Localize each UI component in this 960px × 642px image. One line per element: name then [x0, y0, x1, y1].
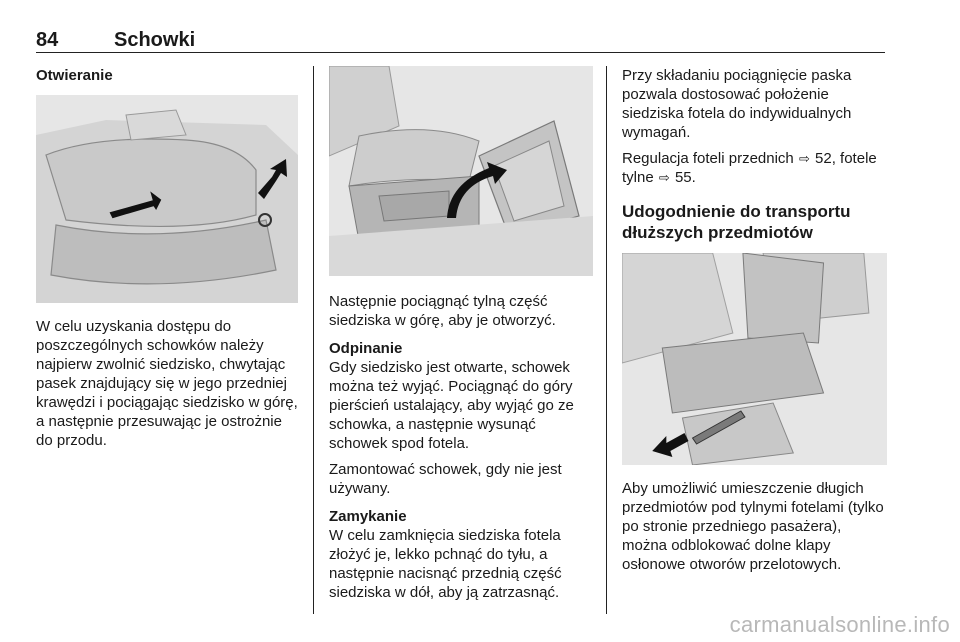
section-heading-zamykanie: Zamykanie: [329, 508, 407, 525]
section-heading-otwieranie: Otwieranie: [36, 67, 113, 84]
paragraph-strap-adjust: Przy składaniu pociągnięcie paska pozwala dostosować położenie siedziska fotela do indywidualnych wymagań.: [622, 67, 852, 141]
page-header: [36, 30, 885, 53]
chapter-title: Schowki: [114, 29, 196, 51]
watermark-text: carmanualsonline.info: [729, 612, 950, 637]
column-3: [622, 66, 887, 574]
paragraph-remove-compartment: Gdy siedzisko jest otwarte, schowek można też wyjąć. Pociągnąć do góry pierścień ustalający, aby wyjąć go ze schowka, a następnie wysunąć schowek spod fotela.: [329, 359, 574, 452]
reference-text-end: 55.: [674, 169, 696, 186]
seat-release-illustration: [36, 95, 298, 303]
column-2: [329, 66, 593, 602]
page-ref-arrow-icon: ⇨: [798, 151, 810, 166]
pass-through-flap-illustration: [622, 253, 887, 465]
column-divider: [313, 66, 314, 614]
page-ref-arrow-icon: ⇨: [658, 170, 670, 185]
section-heading-long-items: Udogodnienie do transportu dłuższych przedmiotów: [622, 202, 851, 242]
reference-text-front: Regulacja foteli przednich: [622, 150, 794, 167]
column-divider: [606, 66, 607, 614]
section-heading-odpinanie: Odpinanie: [329, 340, 403, 357]
paragraph-open-seat: Następnie pociągnąć tylną część siedziska w górę, aby je otworzyć.: [329, 293, 556, 329]
page-number: 84: [36, 29, 59, 51]
open-seat-illustration: [329, 66, 593, 276]
opening-instructions: W celu uzyskania dostępu do poszczególnych schowków należy najpierw zwolnić siedzisko, chwytając pasek znajdujący się w jego przedniej krawędzi i pociągając siedzisko w górę, a następnie przesuwając je ostrożnie do przodu.: [36, 318, 298, 449]
paragraph-seat-references: [622, 149, 887, 187]
column-1: [36, 66, 298, 450]
paragraph-close-seat: W celu zamknięcia siedziska fotela złożyć je, lekko pchnąć do tyłu, a następnie nacisnąć przednią część siedziska w dół, aby ją zatrzasnąć.: [329, 527, 562, 601]
paragraph-long-items: Aby umożliwić umieszczenie długich przedmiotów pod tylnymi fotelami (tylko po stronie przedniego pasażera), można odblokować dolne klapy osłonowe otworów przelotowych.: [622, 480, 884, 573]
paragraph-install-compartment: Zamontować schowek, gdy nie jest używany.: [329, 461, 562, 497]
reference-text-rear: 52, fotele tylne: [622, 150, 877, 186]
